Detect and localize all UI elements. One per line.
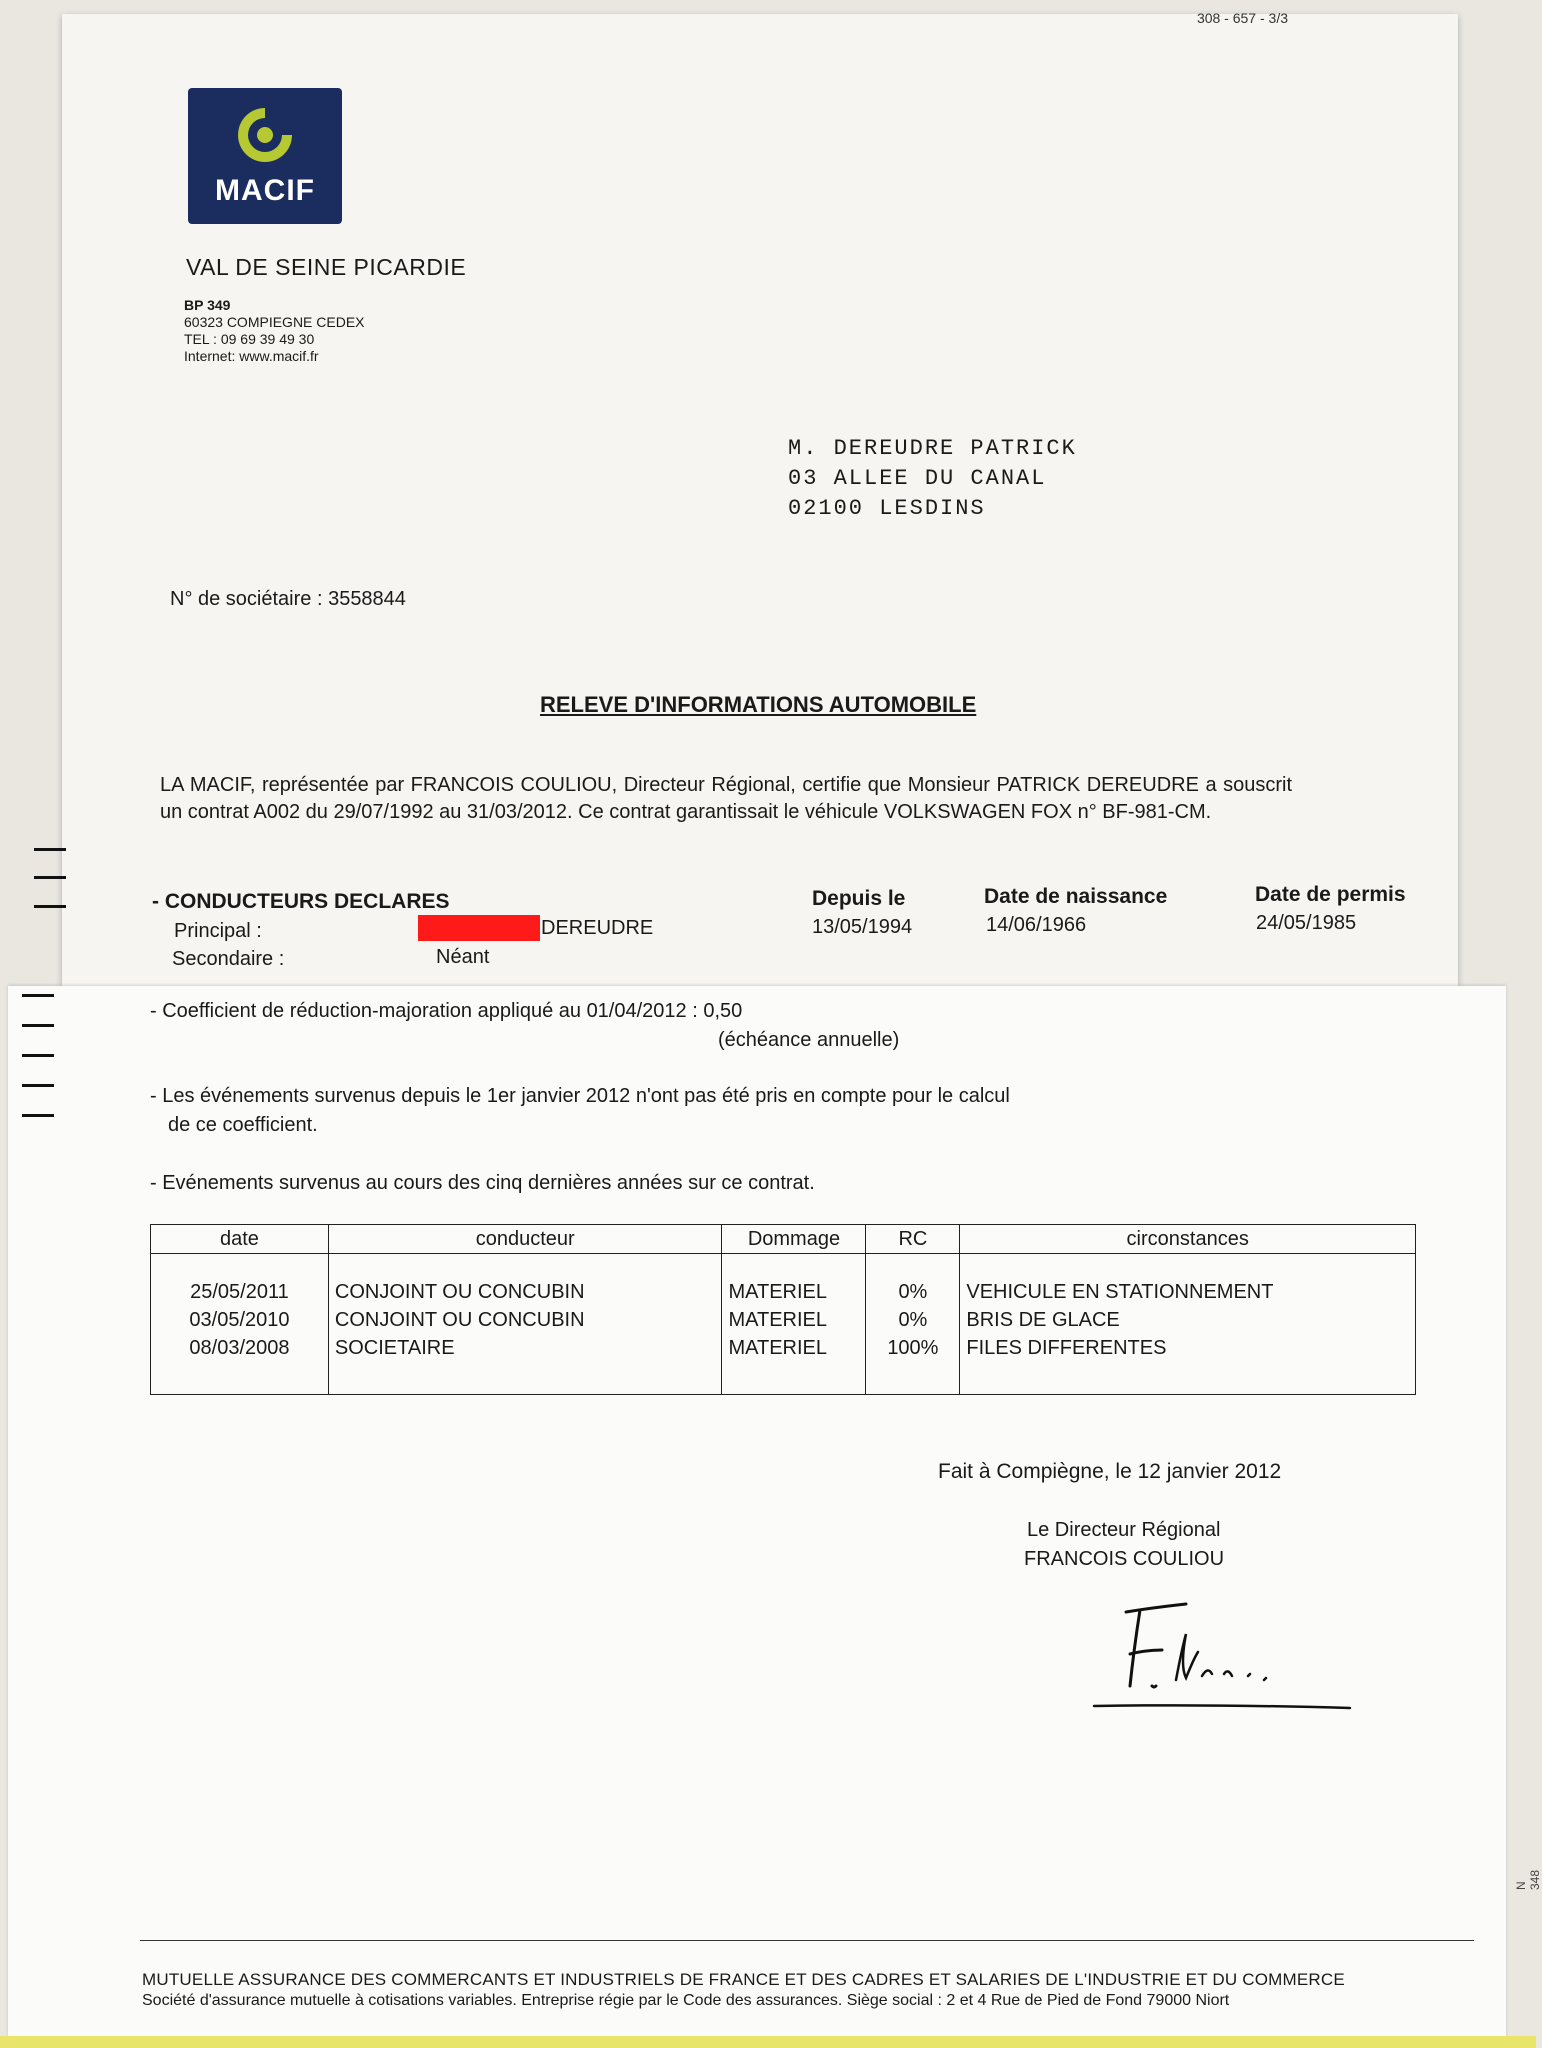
events-heading: - Evénements survenus au cours des cinq dernières années sur ce contrat. — [150, 1172, 815, 1194]
event-driver: CONJOINT OU CONCUBIN — [334, 1309, 585, 1331]
logo-word: MACIF — [215, 174, 315, 207]
event-rc: 0% — [898, 1281, 928, 1303]
secondary-name: Néant — [436, 946, 490, 968]
org-tel: TEL : 09 69 39 49 30 — [184, 331, 315, 347]
drivers-heading: - CONDUCTEURS DECLARES — [152, 890, 450, 913]
date-cell — [151, 1254, 329, 1395]
driver-cell — [328, 1254, 722, 1395]
header-date: date — [151, 1225, 329, 1254]
coefficient-line: - Coefficient de réduction-majoration appliqué au 01/04/2012 : 0,50 — [150, 1000, 743, 1022]
org-name: VAL DE SEINE PICARDIE — [186, 254, 467, 280]
table-body-row — [151, 1254, 1416, 1395]
principal-since: 13/05/1994 — [812, 916, 913, 938]
fold-mark — [22, 1024, 54, 1027]
org-city: 60323 COMPIEGNE CEDEX — [184, 314, 365, 330]
fold-mark — [34, 905, 66, 908]
header-rc: RC — [866, 1225, 960, 1254]
handwritten-signature — [1090, 1588, 1360, 1717]
event-date: 25/05/2011 — [190, 1281, 289, 1303]
place-date: Fait à Compiègne, le 12 janvier 2012 — [938, 1460, 1282, 1483]
fold-mark — [34, 876, 66, 879]
event-damage: MATERIEL — [728, 1337, 828, 1359]
damage-cell — [722, 1254, 866, 1395]
principal-birth: 14/06/1966 — [986, 914, 1087, 936]
header-circumstances: circonstances — [960, 1225, 1416, 1254]
footer-line-2: Société d'assurance mutuelle à cotisations variables. Entreprise régie par le Code des assurances. Siège social : 2 et 4 Rue de Pied de Fond 79000 Niort — [142, 1992, 1230, 2009]
recipient-city: 02100 LESDINS — [788, 496, 986, 521]
table-header-row — [151, 1225, 1416, 1254]
org-bp: BP 349 — [184, 297, 231, 313]
yellow-surface-edge — [0, 2036, 1536, 2048]
rc-cell — [866, 1254, 960, 1395]
event-driver: SOCIETAIRE — [334, 1337, 455, 1359]
events-note-line1: - Les événements survenus depuis le 1er janvier 2012 n'ont pas été pris en compte pour le calcul — [150, 1085, 1010, 1107]
principal-name: DEREUDRE — [541, 917, 654, 939]
events-table — [150, 1224, 1416, 1395]
fold-mark — [22, 1084, 54, 1087]
fold-mark — [34, 848, 66, 851]
event-rc: 0% — [898, 1309, 928, 1331]
event-damage: MATERIEL — [728, 1281, 828, 1303]
redaction-bar — [418, 915, 540, 941]
signer-title: Le Directeur Régional — [1027, 1519, 1221, 1541]
side-code: N 348 — [1514, 1869, 1542, 1890]
coefficient-note: (échéance annuelle) — [718, 1029, 900, 1051]
footer-divider — [140, 1940, 1474, 1941]
document-title: RELEVE D'INFORMATIONS AUTOMOBILE — [540, 692, 977, 717]
reference-code: 308 - 657 - 3/3 — [1196, 10, 1288, 26]
principal-label: Principal : — [174, 920, 262, 942]
event-circumstance: VEHICULE EN STATIONNEMENT — [966, 1281, 1274, 1303]
recipient-street: 03 ALLEE DU CANAL — [788, 466, 1047, 491]
fold-mark — [22, 1114, 54, 1117]
principal-license: 24/05/1985 — [1256, 912, 1357, 934]
events-note-line2: de ce coefficient. — [168, 1114, 318, 1136]
col-since: Depuis le — [812, 887, 906, 910]
org-web: Internet: www.macif.fr — [184, 348, 319, 364]
header-driver: conducteur — [328, 1225, 722, 1254]
event-damage: MATERIEL — [728, 1309, 828, 1331]
fold-mark — [22, 994, 54, 997]
fold-mark — [22, 1054, 54, 1057]
event-date: 03/05/2010 — [189, 1309, 290, 1331]
signer-name: FRANCOIS COULIOU — [1024, 1548, 1225, 1570]
circumstances-cell — [960, 1254, 1416, 1395]
event-driver: CONJOINT OU CONCUBIN — [334, 1281, 585, 1303]
event-circumstance: FILES DIFFERENTES — [966, 1337, 1167, 1359]
event-circumstance: BRIS DE GLACE — [966, 1309, 1120, 1331]
intro-paragraph: LA MACIF, représentée par FRANCOIS COULIOU, Directeur Régional, certifie que Monsieur PATRICK DEREUDRE a souscrit un contrat A002 du 29/07/1992 au 31/03/2012. Ce contrat garantissait le véhicule VOLKSWAGEN FOX n° BF-981-CM. — [160, 774, 1292, 823]
event-date: 08/03/2008 — [189, 1337, 290, 1359]
macif-logo — [188, 88, 342, 224]
paper-bottom-fold — [8, 986, 1506, 2044]
event-rc: 100% — [887, 1337, 939, 1359]
secondary-label: Secondaire : — [172, 948, 285, 970]
col-birth: Date de naissance — [984, 885, 1168, 908]
col-license: Date de permis — [1255, 883, 1406, 906]
recipient-name: M. DEREUDRE PATRICK — [788, 436, 1077, 461]
recipient-address — [788, 434, 1077, 524]
footer-line-1: MUTUELLE ASSURANCE DES COMMERCANTS ET INDUSTRIELS DE FRANCE ET DES CADRES ET SALARIES DE L'INDUSTRIE ET DU COMMERCE — [142, 1970, 1345, 1989]
header-damage: Dommage — [722, 1225, 866, 1254]
member-number: N° de sociétaire : 3558844 — [170, 588, 406, 610]
macif-swirl-icon — [232, 102, 298, 172]
